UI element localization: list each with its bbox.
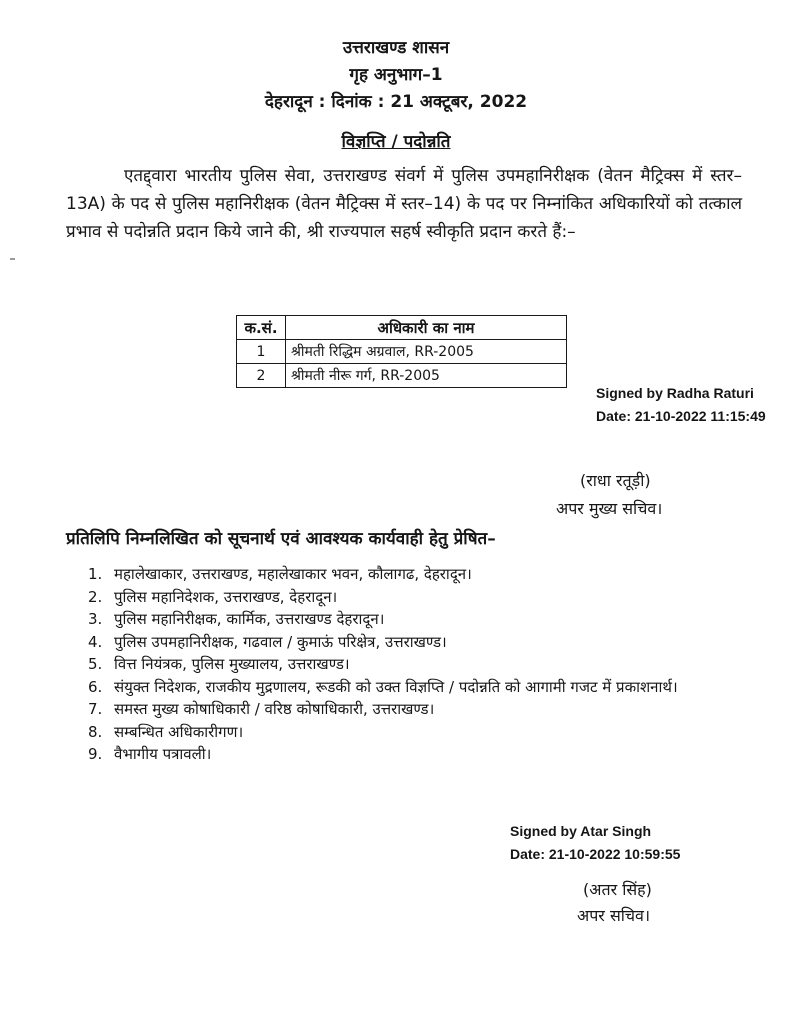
scan-mark xyxy=(10,258,15,260)
officers-table xyxy=(236,315,567,388)
list-item xyxy=(88,721,728,744)
list-item xyxy=(88,631,728,654)
copy-recipients-list xyxy=(88,563,728,766)
serial-cell: 2 xyxy=(237,364,286,388)
list-item xyxy=(88,698,728,721)
list-item-text: वैभागीय पत्रावली। xyxy=(114,745,212,763)
list-item xyxy=(88,608,728,631)
column-header-serial: क.सं. xyxy=(237,316,286,340)
list-item-number: 2. xyxy=(88,587,103,606)
digital-signature-stamp-2 xyxy=(510,820,680,866)
list-item-text: सम्बन्धित अधिकारीगण। xyxy=(114,722,244,741)
notice-title: विज्ञप्ति / पदोन्नति xyxy=(341,132,451,152)
list-item xyxy=(88,563,728,586)
list-item xyxy=(88,676,728,699)
header-place-date: देहरादून : दिनांक : 21 अक्टूबर, 2022 xyxy=(264,92,528,112)
list-item xyxy=(88,586,728,609)
list-item-number: 9. xyxy=(88,745,103,763)
signatory-designation-2: अपर सचिव। xyxy=(577,906,651,925)
signature-signer: Signed by Atar Singh xyxy=(510,823,652,839)
list-item xyxy=(88,653,728,676)
officer-name-cell: श्रीमती नीरू गर्ग, RR-2005 xyxy=(286,364,567,388)
serial-cell: 1 xyxy=(237,340,286,364)
list-item-text: पुलिस उपमहानिरीक्षक, गढवाल / कुमाऊं परिक्षेत्र, उत्तराखण्ड। xyxy=(114,632,447,651)
list-item-number: 3. xyxy=(88,610,103,628)
signatory-name-2: (अतर सिंह) xyxy=(583,880,652,899)
list-item-text: समस्त मुख्य कोषाधिकारी / वरिष्ठ कोषाधिकारी, उत्तराखण्ड। xyxy=(114,700,435,718)
list-item-number: 1. xyxy=(88,565,103,583)
list-item-text: पुलिस महानिदेशक, उत्तराखण्ड, देहरादून। xyxy=(114,587,338,606)
list-item-number: 5. xyxy=(88,655,103,673)
list-item-text: पुलिस महानिरीक्षक, कार्मिक, उत्तराखण्ड देहरादून। xyxy=(114,610,385,628)
column-header-officer-name: अधिकारी का नाम xyxy=(286,316,567,340)
table-row xyxy=(237,340,567,364)
signatory-name-1: (राधा रतूड़ी) xyxy=(580,471,651,490)
header-section: गृह अनुभाग–1 xyxy=(349,65,443,85)
list-item-number: 4. xyxy=(88,632,103,651)
notice-body: एतद्द्वारा भारतीय पुलिस सेवा, उत्तराखण्ड संवर्ग में पुलिस उपमहानिरीक्षक (वेतन मैट्रिक्स में स्तर–13A) के पद से पुलिस महानिरीक्षक (वेतन मैट्रिक्स में स्तर–14) के पद पर निम्नांकित अधिकारियों को तत्काल प्रभाव से पदोन्नति प्रदान किये जाने की, श्री राज्यपाल सहर्ष स्वीकृति प्रदान करते हैं:– xyxy=(66,166,742,242)
table-header-row xyxy=(237,316,567,340)
signature-date: Date: 21-10-2022 10:59:55 xyxy=(510,846,681,862)
header-department: उत्तराखण्ड शासन xyxy=(342,38,450,58)
list-item-number: 6. xyxy=(88,677,103,696)
list-item xyxy=(88,743,728,766)
list-item-text: संयुक्त निदेशक, राजकीय मुद्रणालय, रूडकी को उक्त विज्ञप्ति / पदोन्नति को आगामी गजट में प्रकाशनार्थ। xyxy=(114,677,678,696)
list-item-text: महालेखाकार, उत्तराखण्ड, महालेखाकार भवन, कौलागढ, देहरादून। xyxy=(114,565,472,583)
signatory-designation-1: अपर मुख्य सचिव। xyxy=(556,499,663,518)
copy-to-heading: प्रतिलिपि निम्नलिखित को सूचनार्थ एवं आवश्यक कार्यवाही हेतु प्रेषित– xyxy=(66,529,496,549)
signature-date: Date: 21-10-2022 11:15:49 xyxy=(596,408,766,424)
list-item-text: वित्त नियंत्रक, पुलिस मुख्यालय, उत्तराखण्ड। xyxy=(114,655,350,673)
signature-signer: Signed by Radha Raturi xyxy=(596,385,754,401)
table-row xyxy=(237,364,567,388)
digital-signature-stamp-1 xyxy=(596,382,766,428)
list-item-number: 8. xyxy=(88,722,103,741)
list-item-number: 7. xyxy=(88,700,103,718)
officer-name-cell: श्रीमती रिद्धिम अग्रवाल, RR-2005 xyxy=(286,340,567,364)
